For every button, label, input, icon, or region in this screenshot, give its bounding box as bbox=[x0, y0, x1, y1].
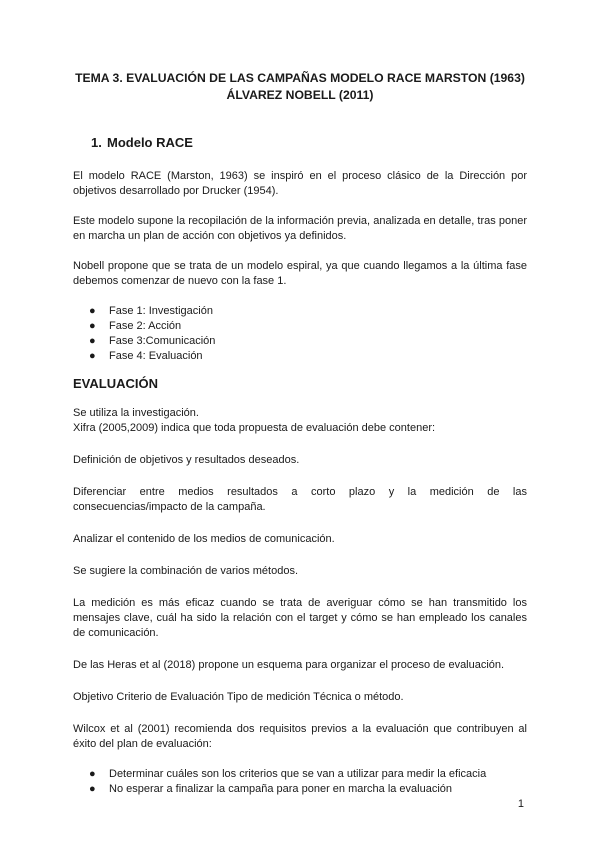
bullet-icon: ● bbox=[89, 335, 96, 347]
paragraph-sugiere: Se sugiere la combinación de varios métodos. bbox=[73, 565, 299, 577]
bullet-icon: ● bbox=[89, 320, 96, 332]
paragraph-race-intro: El modelo RACE (Marston, 1963) se inspiró en el proceso clásico de la Dirección por objetivos desarrollado por Drucker (1954). bbox=[73, 170, 527, 197]
section-number: 1. bbox=[91, 135, 102, 150]
document-title-line2: ÁLVAREZ NOBELL (2011) bbox=[226, 88, 374, 102]
phases-list bbox=[73, 304, 527, 364]
requisites-list bbox=[73, 767, 527, 797]
paragraph-nobell: Nobell propone que se trata de un modelo espiral, ya que cuando llegamos a la última fase debemos comenzar de nuevo con la fase 1. bbox=[73, 260, 527, 287]
section-heading-evaluacion: EVALUACIÓN bbox=[73, 376, 158, 391]
list-item: ● Determinar cuáles son los criterios que se van a utilizar para medir la eficacia bbox=[89, 768, 487, 780]
paragraph-definicion: Definición de objetivos y resultados deseados. bbox=[73, 454, 300, 466]
paragraph-de-las-heras: De las Heras et al (2018) propone un esquema para organizar el proceso de evaluación. bbox=[73, 659, 505, 671]
paragraph-analizar: Analizar el contenido de los medios de comunicación. bbox=[73, 533, 335, 545]
section-heading-modelo-race bbox=[91, 135, 527, 150]
page-number: 1 bbox=[517, 798, 524, 810]
list-item: ● Fase 1: Investigación bbox=[89, 305, 213, 317]
document-title-line1: TEMA 3. EVALUACIÓN DE LAS CAMPAÑAS MODELO RACE MARSTON (1963) bbox=[75, 71, 525, 85]
list-item: ● No esperar a finalizar la campaña para poner en marcha la evaluación bbox=[89, 783, 453, 795]
list-item: ● Fase 4: Evaluación bbox=[89, 350, 203, 362]
paragraph-xifra: Xifra (2005,2009) indica que toda propuesta de evaluación debe contener: bbox=[73, 422, 436, 434]
bullet-icon: ● bbox=[89, 305, 96, 317]
list-item: ● Fase 3:Comunicación bbox=[89, 335, 216, 347]
paragraph-medicion: La medición es más eficaz cuando se trata de averiguar cómo se han transmitido los mensajes clave, cuál ha sido la relación con el target y cómo se han empleado los canales de comunicación. bbox=[73, 597, 527, 639]
section-title: Modelo RACE bbox=[107, 135, 193, 150]
paragraph-investigacion: Se utiliza la investigación. bbox=[73, 407, 199, 419]
bullet-icon: ● bbox=[89, 350, 96, 362]
paragraph-objetivo-criterio: Objetivo Criterio de Evaluación Tipo de medición Técnica o método. bbox=[73, 691, 404, 703]
list-item: ● Fase 2: Acción bbox=[89, 320, 182, 332]
bullet-icon: ● bbox=[89, 783, 96, 795]
bullet-icon: ● bbox=[89, 768, 96, 780]
paragraph-wilcox: Wilcox et al (2001) recomienda dos requisitos previos a la evaluación que contribuyen al éxito del plan de evaluación: bbox=[73, 723, 527, 750]
paragraph-diferenciar: Diferenciar entre medios resultados a corto plazo y la medición de las consecuencias/impacto de la campaña. bbox=[73, 486, 527, 513]
paragraph-race-summary: Este modelo supone la recopilación de la información previa, analizada en detalle, tras poner en marcha un plan de acción con objetivos ya definidos. bbox=[73, 215, 527, 242]
